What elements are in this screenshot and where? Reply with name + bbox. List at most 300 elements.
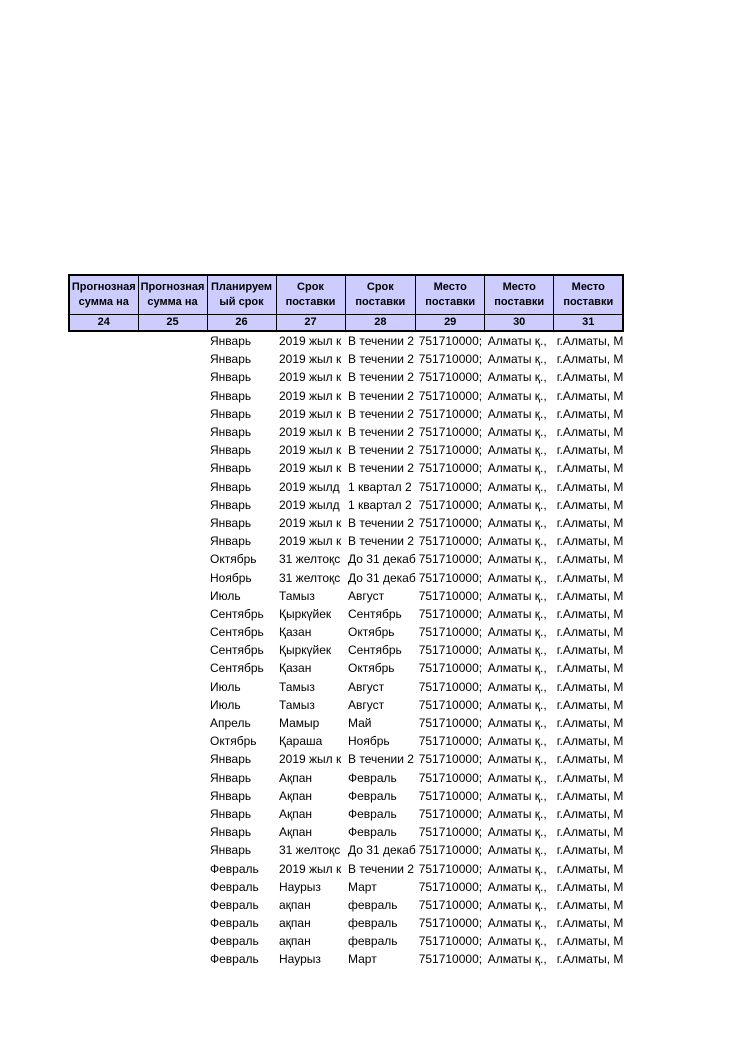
table-cell: Март: [348, 879, 377, 894]
table-row: [69, 331, 623, 350]
empty-cell: [69, 605, 138, 623]
table-cell: Январь: [210, 461, 252, 476]
table-cell: ақпан: [279, 934, 311, 949]
table-cell: Алматы қ.,: [487, 570, 547, 585]
column-number: 24: [69, 315, 138, 332]
table-cell: 751710000;: [418, 534, 483, 549]
table-cell: г.Алматы, М: [556, 716, 624, 731]
table-cell: Октябрь: [210, 552, 257, 567]
table-cell: Февраль: [210, 934, 259, 949]
empty-cell: [138, 696, 207, 714]
table-row: [69, 478, 623, 496]
table-cell: 751710000;: [418, 879, 483, 894]
table-cell: г.Алматы, М: [556, 879, 624, 894]
table-cell: 751710000;: [418, 643, 483, 658]
table-cell: Февраль: [348, 788, 397, 803]
table-cell: г.Алматы, М: [556, 825, 624, 840]
table-cell: Январь: [210, 406, 252, 421]
table-row: [69, 769, 623, 787]
empty-cell: [138, 896, 207, 914]
table-row: [69, 859, 623, 877]
empty-cell: [138, 387, 207, 405]
table-cell: 751710000;: [418, 952, 483, 967]
table-cell: Алматы қ.,: [487, 625, 547, 640]
table-cell: 2019 жыл к: [279, 443, 342, 458]
table-cell: Июль: [210, 588, 241, 603]
empty-cell: [138, 568, 207, 586]
procurement-table: [68, 274, 624, 969]
table-cell: февраль: [348, 897, 398, 912]
table-cell: Сентябрь: [348, 643, 402, 658]
column-header-line2: ый срок: [219, 296, 264, 308]
table-row: [69, 423, 623, 441]
table-cell: г.Алматы, М: [556, 588, 624, 603]
table-cell: 751710000;: [418, 897, 483, 912]
empty-cell: [138, 805, 207, 823]
empty-cell: [69, 932, 138, 950]
table-cell: Қыркүйек: [279, 643, 332, 658]
empty-cell: [69, 331, 138, 350]
table-cell: Тамыз: [279, 697, 315, 712]
table-cell: Алматы қ.,: [487, 352, 547, 367]
table-cell: 751710000;: [418, 661, 483, 676]
table-row: [69, 678, 623, 696]
table-cell: В течении 2: [348, 352, 414, 367]
empty-cell: [138, 732, 207, 750]
empty-cell: [69, 496, 138, 514]
column-header: [69, 275, 138, 315]
column-header: [345, 275, 416, 315]
table-cell: Январь: [210, 334, 252, 349]
empty-cell: [69, 659, 138, 677]
table-row: [69, 623, 623, 641]
table-body: [69, 331, 623, 969]
table-cell: ақпан: [279, 916, 311, 931]
table-row: [69, 587, 623, 605]
empty-cell: [69, 423, 138, 441]
table-cell: г.Алматы, М: [556, 788, 624, 803]
table-cell: 751710000;: [418, 788, 483, 803]
table-row: [69, 659, 623, 677]
empty-cell: [69, 678, 138, 696]
column-header: [276, 275, 345, 315]
table-row: [69, 550, 623, 568]
table-cell: Январь: [210, 534, 252, 549]
empty-cell: [138, 950, 207, 968]
empty-cell: [138, 878, 207, 896]
table-row: [69, 696, 623, 714]
table-cell: В течении 2: [348, 388, 414, 403]
table-cell: Январь: [210, 515, 252, 530]
table-cell: 2019 жыл к: [279, 352, 342, 367]
table-cell: Алматы қ.,: [487, 697, 547, 712]
empty-cell: [138, 641, 207, 659]
table-cell: г.Алматы, М: [556, 479, 624, 494]
table-cell: Август: [348, 697, 385, 712]
table-cell: Август: [348, 679, 385, 694]
table-cell: Алматы қ.,: [487, 443, 547, 458]
table-cell: ақпан: [279, 897, 311, 912]
empty-cell: [69, 568, 138, 586]
table-cell: Ақпан: [279, 825, 313, 840]
table-row: [69, 932, 623, 950]
table-cell: Алматы қ.,: [487, 952, 547, 967]
table-cell: Алматы қ.,: [487, 661, 547, 676]
table-cell: 2019 жылд: [279, 497, 340, 512]
table-cell: 751710000;: [418, 461, 483, 476]
table-cell: Июль: [210, 697, 241, 712]
table-cell: Алматы қ.,: [487, 406, 547, 421]
empty-cell: [69, 514, 138, 532]
empty-cell: [138, 587, 207, 605]
table-row: [69, 787, 623, 805]
table-cell: 2019 жыл к: [279, 406, 342, 421]
table-row: [69, 841, 623, 859]
empty-cell: [69, 878, 138, 896]
table-cell: 751710000;: [418, 479, 483, 494]
empty-cell: [138, 714, 207, 732]
table-cell: г.Алматы, М: [556, 534, 624, 549]
table-cell: 751710000;: [418, 515, 483, 530]
empty-cell: [138, 678, 207, 696]
table-cell: Алматы қ.,: [487, 806, 547, 821]
table-cell: 751710000;: [418, 443, 483, 458]
table-cell: 751710000;: [418, 497, 483, 512]
table-cell: Сентябрь: [210, 661, 264, 676]
empty-cell: [138, 405, 207, 423]
table-cell: Алматы қ.,: [487, 334, 547, 349]
table-cell: Июль: [210, 679, 241, 694]
table-cell: Алматы қ.,: [487, 770, 547, 785]
table-cell: Алматы қ.,: [487, 370, 547, 385]
empty-cell: [69, 950, 138, 968]
table-cell: В течении 2: [348, 443, 414, 458]
table-cell: Сентябрь: [210, 643, 264, 658]
table-cell: г.Алматы, М: [556, 515, 624, 530]
column-header: [485, 275, 554, 315]
table-cell: 751710000;: [418, 606, 483, 621]
table-cell: г.Алматы, М: [556, 497, 624, 512]
empty-cell: [69, 841, 138, 859]
table-cell: Тамыз: [279, 679, 315, 694]
table-cell: Алматы қ.,: [487, 534, 547, 549]
table-row: [69, 823, 623, 841]
table-cell: До 31 декаб: [348, 843, 416, 858]
table-cell: В течении 2: [348, 406, 414, 421]
table-cell: Алматы қ.,: [487, 606, 547, 621]
table-cell: г.Алматы, М: [556, 388, 624, 403]
table-cell: 751710000;: [418, 370, 483, 385]
table-cell: Алматы қ.,: [487, 861, 547, 876]
table-cell: Январь: [210, 425, 252, 440]
table-cell: Январь: [210, 443, 252, 458]
table-cell: Алматы қ.,: [487, 916, 547, 931]
empty-cell: [69, 368, 138, 386]
table-cell: Наурыз: [279, 879, 321, 894]
table-cell: Алматы қ.,: [487, 843, 547, 858]
table-cell: Октябрь: [348, 661, 395, 676]
table-row: [69, 350, 623, 368]
column-header-line1: Прогнозная: [71, 281, 136, 293]
table-cell: Алматы қ.,: [487, 552, 547, 567]
column-header-line2: поставки: [425, 296, 476, 308]
table-row: [69, 732, 623, 750]
column-header-line2: поставки: [285, 296, 336, 308]
empty-cell: [138, 550, 207, 568]
empty-cell: [69, 732, 138, 750]
table-cell: Январь: [210, 770, 252, 785]
table-cell: Алматы қ.,: [487, 588, 547, 603]
empty-cell: [69, 714, 138, 732]
table-cell: В течении 2: [348, 370, 414, 385]
table-cell: Алматы қ.,: [487, 461, 547, 476]
table-cell: Қазан: [279, 625, 312, 640]
table-cell: Февраль: [210, 916, 259, 931]
empty-cell: [138, 459, 207, 477]
empty-cell: [138, 914, 207, 932]
empty-cell: [138, 331, 207, 350]
table-row: [69, 496, 623, 514]
column-header-line1: Прогнозная: [140, 281, 205, 293]
table-cell: г.Алматы, М: [556, 461, 624, 476]
table-cell: Қыркүйек: [279, 606, 332, 621]
table-cell: 31 желтоқс: [279, 843, 341, 858]
empty-cell: [138, 605, 207, 623]
table-row: [69, 441, 623, 459]
table-row: [69, 896, 623, 914]
table-cell: Алматы қ.,: [487, 879, 547, 894]
empty-cell: [138, 350, 207, 368]
empty-cell: [138, 496, 207, 514]
table-cell: г.Алматы, М: [556, 443, 624, 458]
column-header-line1: Срок: [297, 281, 324, 293]
table-cell: 1 квартал 2: [348, 479, 412, 494]
table-cell: г.Алматы, М: [556, 843, 624, 858]
table-cell: Январь: [210, 497, 252, 512]
table-cell: Алматы қ.,: [487, 679, 547, 694]
table-row: [69, 805, 623, 823]
table-cell: 2019 жыл к: [279, 534, 342, 549]
column-number: 29: [416, 315, 485, 332]
column-header-line1: Место: [433, 281, 467, 293]
spreadsheet-page: [68, 274, 624, 969]
table-cell: Алматы қ.,: [487, 734, 547, 749]
table-cell: Алматы қ.,: [487, 497, 547, 512]
empty-cell: [69, 805, 138, 823]
empty-cell: [69, 823, 138, 841]
table-cell: г.Алматы, М: [556, 679, 624, 694]
table-row: [69, 368, 623, 386]
table-row: [69, 387, 623, 405]
column-number: 26: [207, 315, 276, 332]
table-cell: 2019 жылд: [279, 479, 340, 494]
table-cell: 2019 жыл к: [279, 752, 342, 767]
table-row: [69, 532, 623, 550]
table-cell: г.Алматы, М: [556, 861, 624, 876]
table-cell: Сентябрь: [210, 606, 264, 621]
table-cell: В течении 2: [348, 752, 414, 767]
table-cell: Алматы қ.,: [487, 479, 547, 494]
column-header-line2: поставки: [355, 296, 406, 308]
table-cell: 2019 жыл к: [279, 334, 342, 349]
empty-cell: [138, 514, 207, 532]
table-row: [69, 878, 623, 896]
table-cell: 751710000;: [418, 352, 483, 367]
table-cell: Октябрь: [348, 625, 395, 640]
table-cell: 751710000;: [418, 679, 483, 694]
table-cell: февраль: [348, 916, 398, 931]
table-cell: 751710000;: [418, 861, 483, 876]
empty-cell: [69, 532, 138, 550]
table-cell: г.Алматы, М: [556, 570, 624, 585]
table-cell: Алматы қ.,: [487, 825, 547, 840]
table-cell: г.Алматы, М: [556, 806, 624, 821]
empty-cell: [69, 696, 138, 714]
table-cell: В течении 2: [348, 425, 414, 440]
table-cell: г.Алматы, М: [556, 352, 624, 367]
table-cell: В течении 2: [348, 861, 414, 876]
table-cell: Ақпан: [279, 770, 313, 785]
column-number: 31: [554, 315, 624, 332]
table-cell: В течении 2: [348, 534, 414, 549]
table-cell: г.Алматы, М: [556, 552, 624, 567]
table-cell: В течении 2: [348, 515, 414, 530]
table-row: [69, 641, 623, 659]
table-cell: г.Алматы, М: [556, 952, 624, 967]
table-cell: г.Алматы, М: [556, 661, 624, 676]
table-cell: Алматы қ.,: [487, 752, 547, 767]
column-number: 27: [276, 315, 345, 332]
table-cell: г.Алматы, М: [556, 425, 624, 440]
table-cell: Январь: [210, 825, 252, 840]
column-header-line1: Планируем: [210, 281, 273, 293]
table-cell: Алматы қ.,: [487, 897, 547, 912]
table-cell: 2019 жыл к: [279, 370, 342, 385]
empty-cell: [69, 587, 138, 605]
table-cell: 751710000;: [418, 334, 483, 349]
table-cell: г.Алматы, М: [556, 734, 624, 749]
table-row: [69, 405, 623, 423]
table-cell: 1 квартал 2: [348, 497, 412, 512]
column-header: [416, 275, 485, 315]
column-header-line1: Место: [571, 281, 605, 293]
table-cell: Май: [348, 716, 372, 731]
table-row: [69, 914, 623, 932]
table-cell: 751710000;: [418, 934, 483, 949]
table-cell: 2019 жыл к: [279, 388, 342, 403]
table-cell: Январь: [210, 479, 252, 494]
empty-cell: [138, 623, 207, 641]
empty-cell: [138, 750, 207, 768]
empty-cell: [138, 659, 207, 677]
column-header: [554, 275, 624, 315]
table-cell: 751710000;: [418, 825, 483, 840]
empty-cell: [69, 405, 138, 423]
table-cell: Февраль: [348, 770, 397, 785]
table-cell: До 31 декаб: [348, 552, 416, 567]
table-cell: г.Алматы, М: [556, 770, 624, 785]
column-number: 28: [345, 315, 416, 332]
table-cell: Апрель: [210, 716, 251, 731]
table-cell: 751710000;: [418, 916, 483, 931]
table-cell: Сентябрь: [210, 625, 264, 640]
table-cell: 751710000;: [418, 697, 483, 712]
table-row: [69, 568, 623, 586]
table-row: [69, 459, 623, 477]
table-cell: Алматы қ.,: [487, 425, 547, 440]
table-cell: Февраль: [210, 897, 259, 912]
table-row: [69, 514, 623, 532]
table-cell: г.Алматы, М: [556, 334, 624, 349]
table-cell: Август: [348, 588, 385, 603]
empty-cell: [138, 932, 207, 950]
table-row: [69, 750, 623, 768]
table-cell: г.Алматы, М: [556, 697, 624, 712]
table-cell: г.Алматы, М: [556, 370, 624, 385]
table-cell: 751710000;: [418, 770, 483, 785]
table-cell: Алматы қ.,: [487, 515, 547, 530]
empty-cell: [138, 423, 207, 441]
table-cell: Январь: [210, 788, 252, 803]
table-cell: 751710000;: [418, 425, 483, 440]
table-cell: В течении 2: [348, 461, 414, 476]
table-cell: Январь: [210, 388, 252, 403]
table-cell: Март: [348, 952, 377, 967]
table-cell: 751710000;: [418, 588, 483, 603]
table-cell: Февраль: [210, 952, 259, 967]
table-cell: г.Алматы, М: [556, 897, 624, 912]
table-cell: 31 желтоқс: [279, 552, 341, 567]
table-cell: 2019 жыл к: [279, 515, 342, 530]
column-header-line2: сумма на: [78, 296, 129, 308]
table-cell: Февраль: [348, 806, 397, 821]
empty-cell: [69, 859, 138, 877]
table-cell: Ақпан: [279, 806, 313, 821]
table-cell: 751710000;: [418, 806, 483, 821]
table-cell: г.Алматы, М: [556, 916, 624, 931]
table-cell: Ноябрь: [348, 734, 390, 749]
empty-cell: [138, 841, 207, 859]
table-cell: В течении 2: [348, 334, 414, 349]
table-cell: Январь: [210, 352, 252, 367]
table-cell: Наурыз: [279, 952, 321, 967]
table-cell: Мамыр: [279, 716, 320, 731]
table-cell: Ноябрь: [210, 570, 252, 585]
table-cell: Ақпан: [279, 788, 313, 803]
empty-cell: [69, 787, 138, 805]
column-number: 30: [485, 315, 554, 332]
column-header-line2: поставки: [563, 296, 614, 308]
table-cell: 751710000;: [418, 752, 483, 767]
table-cell: 751710000;: [418, 388, 483, 403]
table-cell: Январь: [210, 752, 252, 767]
empty-cell: [69, 641, 138, 659]
table-cell: Октябрь: [210, 734, 257, 749]
table-cell: Январь: [210, 843, 252, 858]
table-cell: Тамыз: [279, 588, 315, 603]
column-header-line2: сумма на: [147, 296, 198, 308]
empty-cell: [69, 914, 138, 932]
table-cell: г.Алматы, М: [556, 752, 624, 767]
empty-cell: [69, 623, 138, 641]
column-header-line1: Срок: [366, 281, 394, 293]
table-cell: г.Алматы, М: [556, 643, 624, 658]
empty-cell: [138, 532, 207, 550]
table-row: [69, 950, 623, 968]
empty-cell: [138, 769, 207, 787]
table-cell: Қазан: [279, 661, 312, 676]
empty-cell: [69, 769, 138, 787]
